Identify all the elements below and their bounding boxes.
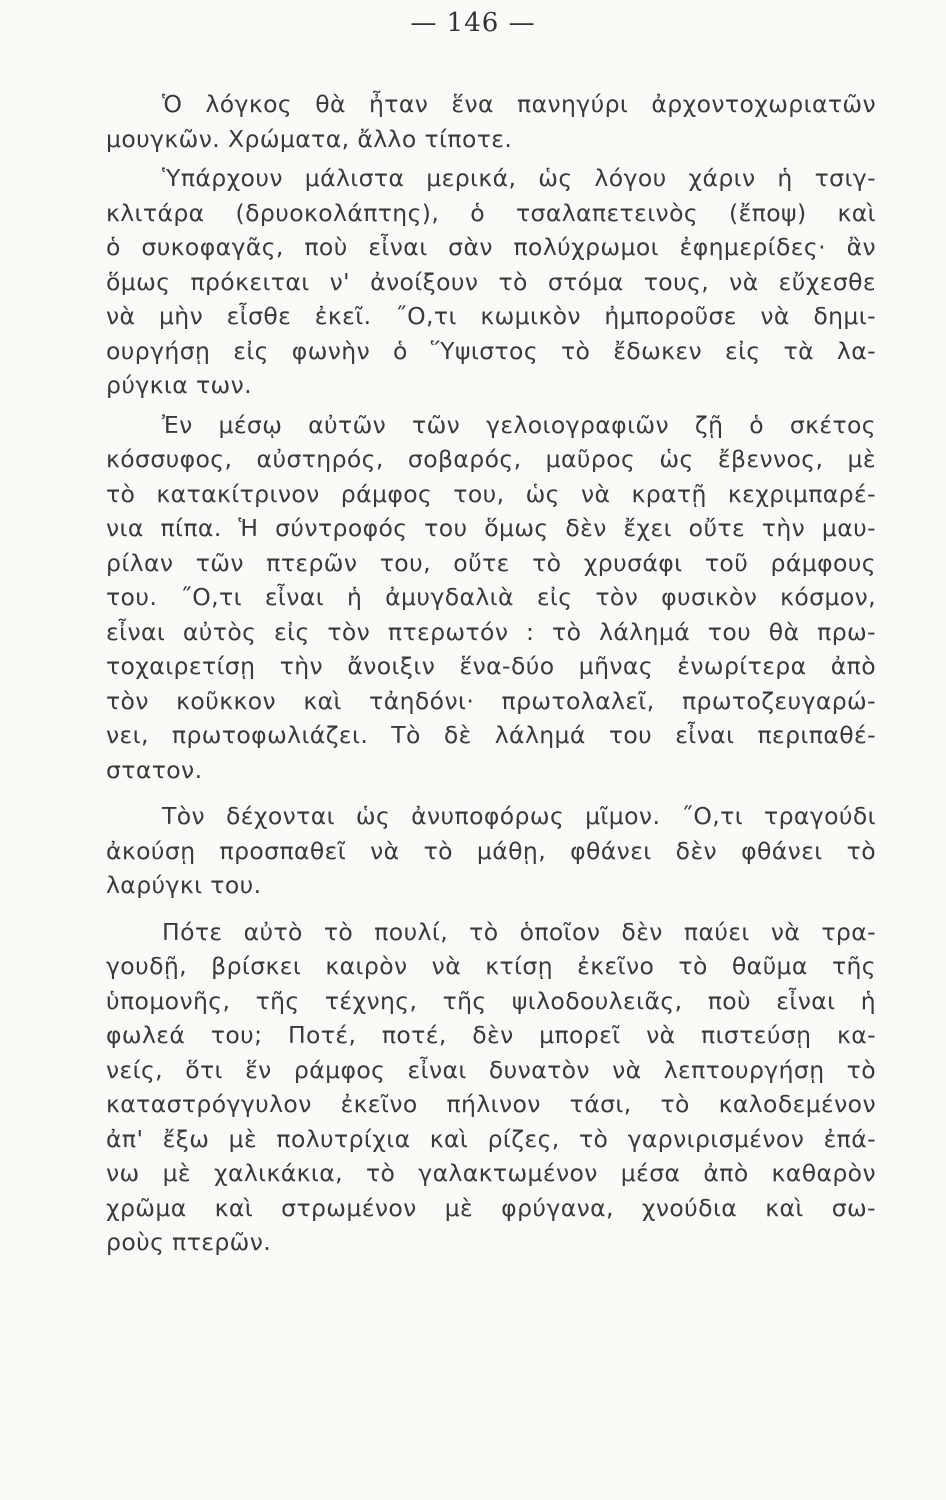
text-line: τὸν κοῦκκον καὶ τἀηδόνι· πρωτολαλεῖ, πρωτοζευγαρώ-	[106, 686, 876, 715]
text-line: ὁ συκοφαγᾶς, ποὺ εἶναι σὰν πολύχρωμοι ἐφημερίδες· ἂν	[106, 233, 876, 261]
text-line: τοχαιρετίσῃ τὴν ἄνοιξιν ἕνα-δύο μῆνας ἐνωρίτερα ἀπὸ	[106, 652, 876, 680]
text-line: μουγκῶν. Χρώματα, ἄλλο τίποτε.	[106, 124, 513, 153]
text-line: του. ˝Ο,τι εἶναι ἡ ἀμυγδαλιὰ εἰς τὸν φυσικὸν κόσμον,	[106, 583, 876, 611]
text-line: φωλεά του; Ποτέ, ποτέ, δὲν μπορεῖ νὰ πιστεύσῃ κα-	[106, 1021, 876, 1049]
text-line: Ὁ λόγκος θὰ ἦταν ἕνα πανηγύρι ἀρχοντοχωριατῶν	[162, 90, 876, 118]
text-line: κόσσυφος, αὐστηρός, σοβαρός, μαῦρος ὡς ἔβεννος, μὲ	[106, 445, 876, 473]
text-line: χρῶμα καὶ στρωμένον μὲ φρύγανα, χνούδια καὶ σω-	[106, 1193, 876, 1222]
text-line: εἶναι αὐτὸς εἰς τὸν πτερωτόν : τὸ λάλημά του θὰ πρω-	[106, 617, 876, 646]
text-line: ουργήσῃ εἰς φωνὴν ὁ Ὕψιστος τὸ ἔδωκεν εἰς τὰ λα-	[106, 336, 876, 365]
text-line: Ὑπάρχουν μάλιστα μερικά, ὡς λόγου χάριν ἡ τσιγ-	[162, 164, 876, 192]
text-line: ὑπομονῆς, τῆς τέχνης, τῆς ψιλοδουλειᾶς, ποὺ εἶναι ἡ	[106, 986, 876, 1015]
page-number: — 146 —	[410, 8, 536, 38]
text-line: νω μὲ χαλικάκια, τὸ γαλακτωμένον μέσα ἀπὸ καθαρὸν	[106, 1159, 876, 1187]
text-line: κλιτάρα (δρυοκολάπτης), ὁ τσαλαπετεινὸς (ἔποψ) καὶ	[106, 198, 876, 227]
text-line: ὅμως πρόκειται ν' ἀνοίξουν τὸ στόμα τους, νὰ εὔχεσθε	[106, 267, 876, 296]
text-line: Ἐν μέσῳ αὐτῶν τῶν γελοιογραφιῶν ζῇ ὁ σκέτος	[162, 410, 876, 439]
text-line: Πότε αὐτὸ τὸ πουλί, τὸ ὁποῖον δὲν παύει νὰ τρα-	[162, 917, 876, 946]
text-line: νια πίπα. Ἡ σύντροφός του ὅμως δὲν ἔχει οὔτε τὴν μαυ-	[106, 514, 876, 542]
text-line: ἀπ' ἔξω μὲ πολυτρίχια καὶ ρίζες, τὸ γαρνιρισμένον ἐπά-	[106, 1124, 876, 1153]
text-line: γουδῇ, βρίσκει καιρὸν νὰ κτίσῃ ἐκεῖνο τὸ θαῦμα τῆς	[106, 952, 876, 980]
text-line: καταστρόγγυλον ἐκεῖνο πήλινον τάσι, τὸ καλοδεμένον	[106, 1090, 876, 1118]
text-line: λαρύγκι του.	[106, 871, 262, 899]
text-line: ρίλαν τῶν πτερῶν του, οὔτε τὸ χρυσάφι τοῦ ράμφους	[106, 548, 876, 577]
text-line: ροὺς πτερῶν.	[106, 1228, 272, 1256]
body-text	[106, 87, 876, 1260]
text-line: ἀκούσῃ προσπαθεῖ νὰ τὸ μάθῃ, φθάνει δὲν φθάνει τὸ	[106, 836, 876, 865]
text-line: νει, πρωτοφωλιάζει. Τὸ δὲ λάλημά του εἶναι περιπαθέ-	[106, 721, 876, 749]
text-line: Τὸν δέχονται ὡς ἀνυποφόρως μῖμον. ˝Ο,τι τραγούδι	[162, 802, 876, 830]
text-line: νὰ μὴν εἶσθε ἐκεῖ. ˝Ο,τι κωμικὸν ἠμποροῦσε νὰ δημι-	[106, 302, 876, 330]
text-line: τὸ κατακίτρινον ράμφος του, ὡς νὰ κρατῇ κεχριμπαρέ-	[106, 479, 876, 508]
text-line: νείς, ὅτι ἕν ράμφος εἶναι δυνατὸν νὰ λεπτουργήσῃ τὸ	[106, 1055, 876, 1084]
text-line: ρύγκια των.	[106, 371, 253, 399]
text-line: στατον.	[106, 755, 203, 784]
